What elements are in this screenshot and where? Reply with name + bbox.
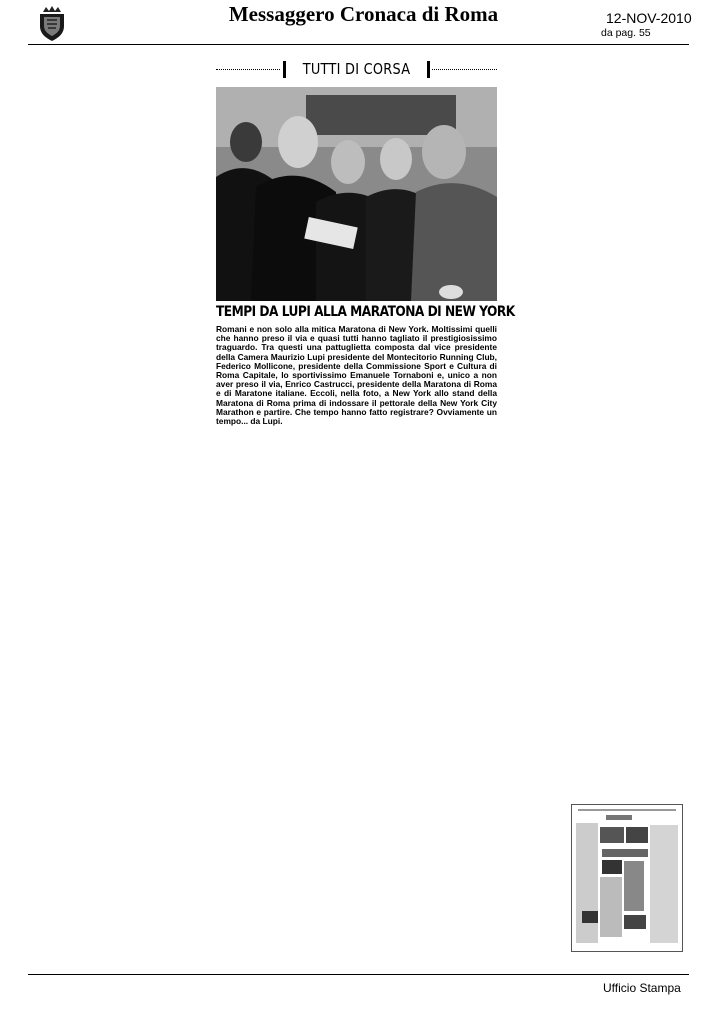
- header-divider: [28, 44, 689, 45]
- page-reference: da pag. 55: [601, 27, 651, 39]
- publication-date: 12-NOV-2010: [606, 10, 692, 26]
- article-photo: [216, 87, 497, 301]
- footer-divider: [28, 974, 689, 975]
- article-headline: TEMPI DA LUPI ALLA MARATONA DI NEW YORK: [216, 304, 515, 320]
- article-body: Romani e non solo alla mitica Maratona di New York. Moltissimi quelli che hanno preso il via e quasi tutti hanno tagliato il prestigiosissimo traguardo. Tra questi una pattuglietta composta dal vice presidente della Camera Maurizio Lupi presidente del Montecitorio Running Club, Federico Mollicone, presidente della Commissione Sport e Cultura di Roma Capitale, lo sportivissimo Emanuele Tornaboni e, unico a non aver preso il via, Enrico Castrucci, presidente della Maratona di Roma e di Maratone italiane. Eccoli, nella foto, a New York allo stand della Maratona di Roma prima di indossare il pettorale della New York City Marathon e partire. Che tempo hanno fatto registrare? Ovviamente un tempo... da Lupi.: [216, 324, 497, 427]
- masthead-title: Messaggero Cronaca di Roma: [228, 2, 499, 26]
- rubric: [216, 59, 497, 81]
- footer-label: Ufficio Stampa: [603, 981, 681, 995]
- rubric-label: TUTTI DI CORSA: [302, 60, 411, 78]
- page-thumbnail: [571, 804, 683, 952]
